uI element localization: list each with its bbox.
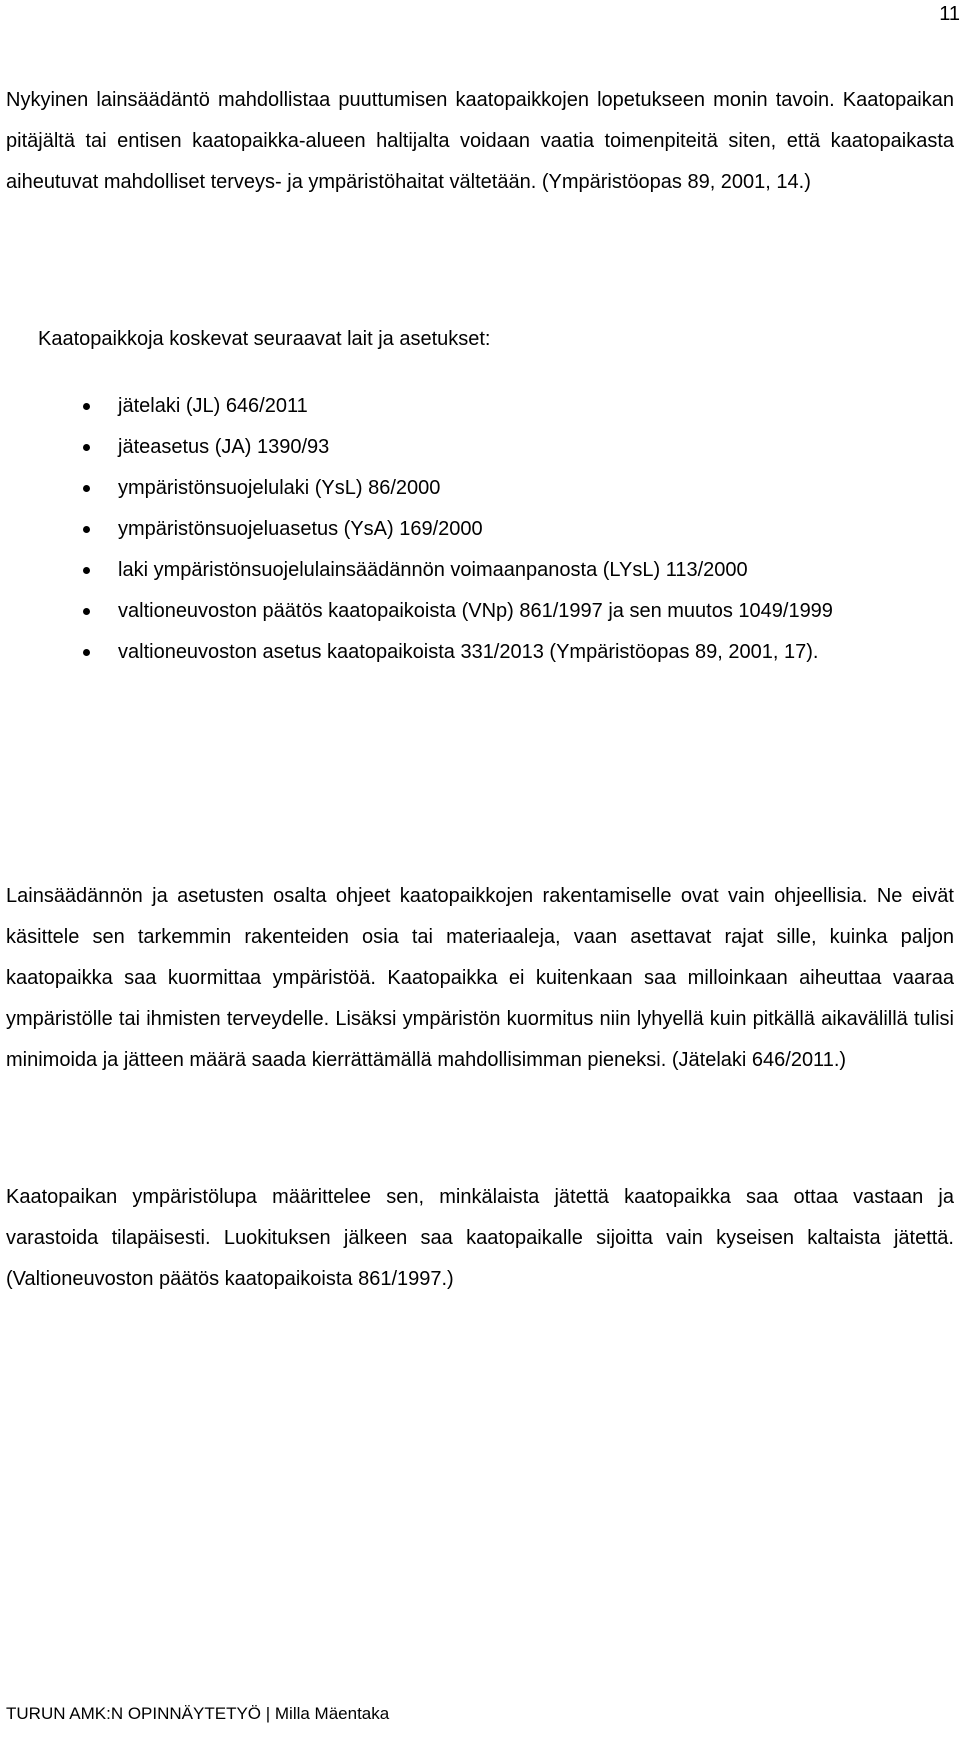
bullet-icon <box>83 567 90 574</box>
intro-paragraph: Nykyinen lainsäädäntö mahdollistaa puuttumisen kaatopaikkojen lopetukseen monin tavoin. Kaatopaikan pitäjältä tai entisen kaatopaikka-alueen haltijalta voidaan vaatia toimenpiteitä siten, että kaatopaikasta aiheutuvat mahdolliset terveys- ja ympäristöhaitat vältetään. (Ympäristöopas 89, 2001, 14.) <box>6 89 954 193</box>
law-list <box>0 386 960 673</box>
list-item <box>0 550 960 591</box>
bullet-icon <box>83 608 90 615</box>
list-item <box>0 468 960 509</box>
bullet-icon <box>83 649 90 656</box>
bullet-icon <box>83 444 90 451</box>
law-text: valtioneuvoston päätös kaatopaikoista (VNp) 861/1997 ja sen muutos 1049/1999 <box>118 600 833 622</box>
law-text: jätelaki (JL) 646/2011 <box>118 395 308 417</box>
bullet-icon <box>83 403 90 410</box>
list-item <box>0 386 960 427</box>
law-text: jäteasetus (JA) 1390/93 <box>118 436 330 458</box>
law-text: laki ympäristönsuojelulainsäädännön voimaanpanosta (LYsL) 113/2000 <box>118 559 748 581</box>
list-item <box>0 591 960 632</box>
permit-paragraph: Kaatopaikan ympäristölupa määrittelee sen, minkälaista jätettä kaatopaikka saa ottaa vastaan ja varastoida tilapäisesti. Luokituksen jälkeen saa kaatopaikalle sijoitta vain kyseisen kaltaista jätettä. (Valtioneuvoston päätös kaatopaikoista 861/1997.) <box>6 1186 954 1290</box>
guidance-paragraph: Lainsäädännön ja asetusten osalta ohjeet kaatopaikkojen rakentamiselle ovat vain ohjeellisia. Ne eivät käsittele sen tarkemmin rakenteiden osia tai materiaaleja, vaan asettavat rajat sille, kuinka paljon kaatopaikka saa kuormittaa ympäristöä. Kaatopaikka ei kuitenkaan saa milloinkaan aiheuttaa vaaraa ympäristölle tai ihmisten terveydelle. Lisäksi ympäristön kuormitus niin lyhyellä kuin pitkällä aikavälillä tulisi minimoida ja jätteen määrä saada kierrättämällä mahdollisimman pieneksi. (Jätelaki 646/2011.) <box>6 885 954 1071</box>
law-text: ympäristönsuojelulaki (YsL) 86/2000 <box>118 477 441 499</box>
law-text: valtioneuvoston asetus kaatopaikoista 331/2013 (Ympäristöopas 89, 2001, 17). <box>118 641 819 663</box>
page-footer: TURUN AMK:N OPINNÄYTETYÖ | Milla Mäentaka <box>6 1704 390 1723</box>
law-text: ympäristönsuojeluasetus (YsA) 169/2000 <box>118 518 483 540</box>
list-item <box>0 509 960 550</box>
bullet-icon <box>83 526 90 533</box>
list-lead: Kaatopaikkoja koskevat seuraavat lait ja asetukset: <box>38 328 491 350</box>
list-item <box>0 427 960 468</box>
list-item <box>0 632 960 673</box>
page-number: 11 <box>939 3 960 25</box>
bullet-icon <box>83 485 90 492</box>
